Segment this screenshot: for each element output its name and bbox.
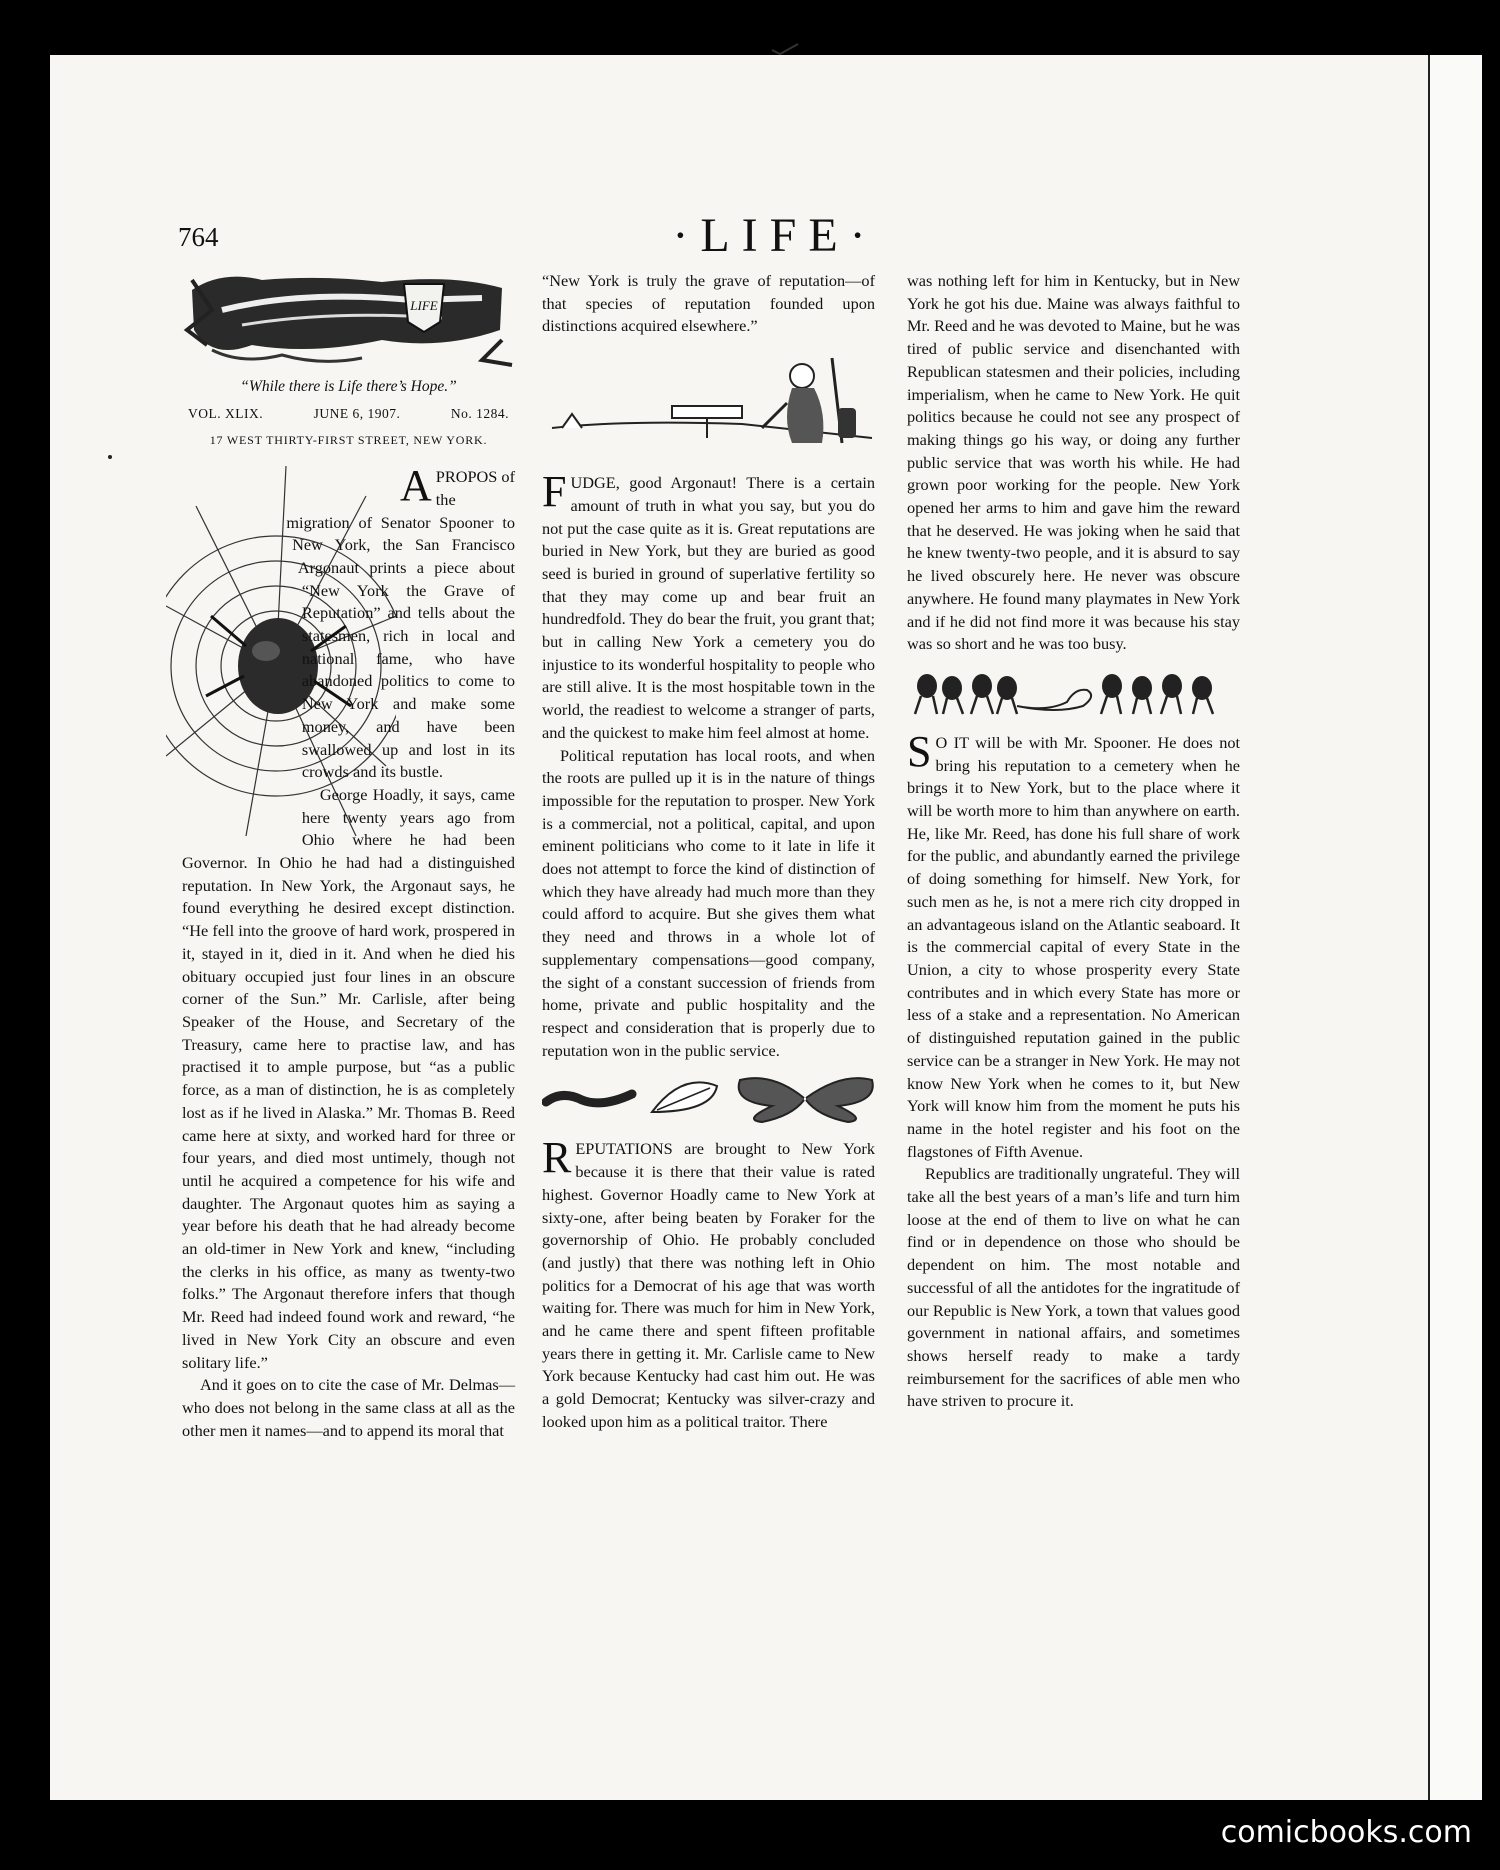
volume-line xyxy=(182,403,515,426)
paragraph: Political reputation has local roots, and when the roots are pulled up it is in the nature of things impossible for the reputation to prosper. New York is a commercial, not a political, capital, and upon eminent politicians who come to it late in life it does not attempt to force the kind of distinction of which they have already had much more than they could afford to acquire. But she gives them what they need and throws in a whole lot of supplementary compensations—good company, the sight of a constant succession of friends from home, private and public hospitality and the respect and consideration that is properly due to reputation won in the public service. xyxy=(542,745,875,1060)
paragraph: APROPOS of the migration of Senator Spooner to New York, the San Francisco Argonaut prints a piece about “New York the Grave of Reputation” and tells about the statesmen, rich in local and national fame, who have abandoned politics to come to New York and make some money, and have been swallowed up and lost in its crowds and its bustle. xyxy=(286,461,515,782)
paragraph: S O IT will be with Mr. Spooner. He does not bring his reputation to a cemetery when he brings it to New York, but to the place where it will be worth more to him than anywhere on earth. He, like Mr. Reed, has done his full share of work for the public, and abundantly earned the privilege of doing something for himself. New York, for such men as he, is not a mere rich city dropped in an advantageous island on the Atlantic seaboard. It is the commercial capital of every State in the Union, a city to whose prosperity every State contributes and in which every State has more or less of a stake and a representation. No American of distinguished reputation gained in the public service can be a stranger in New York. He may not know New York when he comes to it, but New York will know him from the moment he puts his name in the hotel register and his foot on the flagstones of Fifth Avenue. xyxy=(907,726,1240,1161)
paragraph: was nothing left for him in Kentucky, but in New York he got his due. Maine was always faithful to Mr. Reed and he was devoted to Maine, but he was tired of public service and disenchanted with Republican statesmen and their policies, including imperialism, when he came to New York. He quit politics because he could not see any prospect of making things go his way, or doing any further public service that was worth his while. He had grown poor working for the people. New York opened her arms to him and gave him the reward that he deserved. He was joking when he said that he knew twenty-two people, and it is absurd to say he lived obscurely here. He never was obscure anywhere. He found many playmates in New York and if he did not find more it was because his stay was so short and he was too busy. xyxy=(907,271,1240,654)
procession-illustration xyxy=(907,666,1240,718)
paragraph: REPUTATIONS are brought to New York because it is there that their value is rated highest. Governor Hoadly came to New York at sixty-one, after being beaten by Foraker for the governorship of Ohio. He probably concluded (and justly) that there was nothing left in Ohio politics for a Democrat of his age that was worth waiting for. There was much for him in New York, and he came there and spent fifteen profitable years there in getting it. Mr. Carlisle came to New York because Kentucky had cast him out. He was a gold Democrat; Kentucky was silver-crazy and looked upon him as a political traitor. There xyxy=(542,1133,875,1431)
scan-mark-icon xyxy=(770,42,800,56)
issue-number: No. 1284. xyxy=(450,405,509,421)
paragraph: George Hoadly, it says, came here twenty years ago from Ohio where he had been Governor. In Ohio he had had a distinguished reputation. In New York, the Argonaut says, he found everything he desired except distinction. “He fell into the groove of hard work, prospered in it, stayed in it, died in it. And when he died his obituary occupied just four lines in an obscure corner of the Sun.” Mr. Carlisle, after being Speaker of the House, and Secretary of the Treasury, came here to practise law, and has practised it to ample purpose, but “as a public force, as a man of distinction, he is as completely lost as if he lived in Alaska.” Mr. Thomas B. Reed came here at sixty, and worked hard for three or four years, and died most untimely, though not until he acquired a competence for his wife and daughter. The Argonaut quotes him as saying a year before his death that he had already become an old-timer in New York and knew, “including the clerks in his office, as many as twenty-two folks.” The Argonaut therefore infers that though Mr. Reed had indeed found work and reward, “he lived in New York City an obscure and even solitary life.” xyxy=(182,784,515,1372)
banner-shield-text: LIFE xyxy=(410,298,438,313)
watermark: comicbooks.com xyxy=(1220,1815,1472,1850)
issue-date: JUNE 6, 1907. xyxy=(313,405,401,421)
publisher-address: 17 WEST THIRTY-FIRST STREET, NEW YORK. xyxy=(209,433,488,448)
paragraph: And it goes on to cite the case of Mr. Delmas—who does not belong in the same class at all as the other men it names—and to append its moral that xyxy=(182,1375,515,1440)
scan-speck xyxy=(108,455,112,459)
masthead-banner-illustration xyxy=(182,270,515,370)
paragraph: “New York is truly the grave of reputation—of that species of reputation founded upon distinctions acquired elsewhere.” xyxy=(542,271,875,336)
drop-cap: F xyxy=(542,467,567,517)
volume: VOL. XLIX. xyxy=(188,405,264,421)
facing-page-edge xyxy=(1428,55,1482,1800)
column-1 xyxy=(182,270,515,1442)
column-3 xyxy=(907,270,1240,1413)
masthead-title: ·LIFE· xyxy=(672,209,878,262)
paragraph: FUDGE, good Argonaut! There is a certain amount of truth in what you say, but you do not put the case quite as it is. Great reputations are buried in New York, but they are buried as good seed is buried in ground of superlative fertility so that they may come up and bear fruit an hundredfold. They do bear the fruit, you grant that; but in calling New York a cemetery you do injustice to its wonderful hospitality to people who are still alive. It is the most hospitable town in the world, the readiest to welcome a stranger of parts, and the quickest to make him feel almost at home. xyxy=(542,467,875,742)
grave-figure-illustration xyxy=(542,348,875,458)
drop-cap: S xyxy=(907,726,932,776)
caterpillar-butterfly-illustration xyxy=(542,1072,875,1124)
paragraph: Republics are traditionally ungrateful. They will take all the best years of a man’s life and turn him loose at the end of them to live on what he can find or in dependence on those who should be dependent on him. The most notable and successful of all the antidotes for the ingratitude of our Republic is New York, a town that values good government in national affairs, and sometimes shows herself ready to make a tardy reimbursement for the sacrifices of able men who have striven to procure it. xyxy=(907,1164,1240,1411)
motto: “While there is Life there’s Hope.” xyxy=(240,378,457,395)
drop-cap: R xyxy=(542,1133,572,1183)
column-2 xyxy=(542,270,875,1434)
drop-cap: A xyxy=(400,461,432,511)
page-number: 764 xyxy=(178,222,219,252)
